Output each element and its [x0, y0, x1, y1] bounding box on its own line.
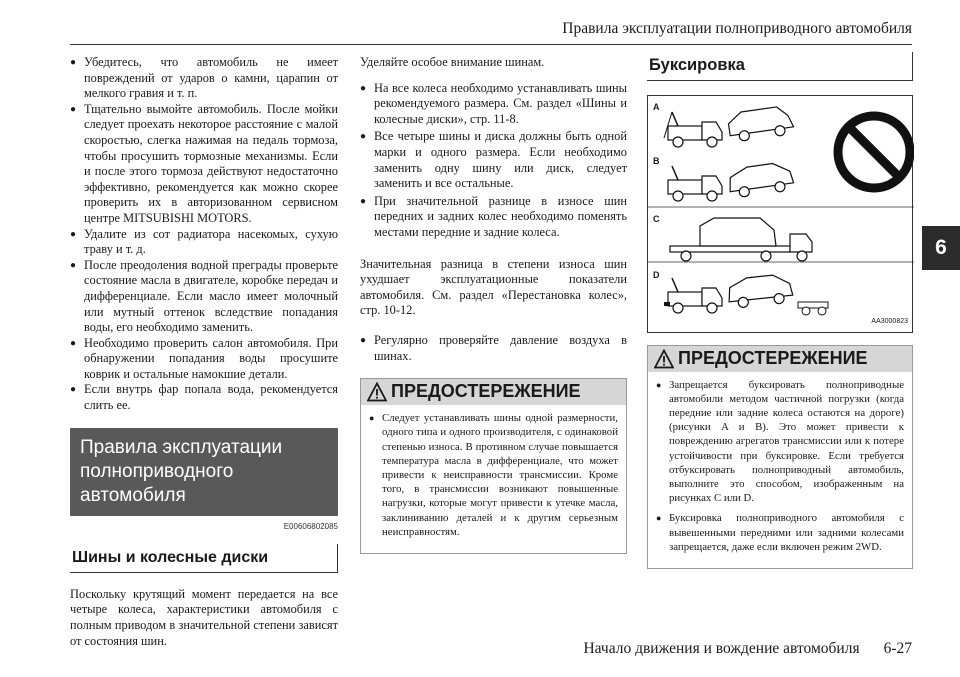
subsection-title-tires: Шины и колесные диски [70, 544, 338, 573]
tow-truck-icon [664, 112, 722, 147]
list-item: ● После преодоления водной преграды проверьте состояние масла в двигателе, коробке передач и дифференциале. Если масло имеет молочный или мутный оттенок вследствие попадания воды, его необходимо заменить. [70, 258, 338, 336]
figure-code: AA3000823 [871, 318, 908, 325]
warning-title: ПРЕДОСТЕРЕЖЕНИЕ [391, 381, 581, 402]
figure-label-c: C [653, 213, 660, 224]
section-title: Правила эксплуатации полноприводного автомобиля [70, 428, 338, 516]
towing-figure [647, 95, 913, 333]
bullet-list [70, 55, 338, 414]
figure-label-b: B [653, 155, 660, 166]
list-item: ● На все колеса необходимо устанавливать шины рекомендуемого размера. См. раздел «Шины и колесные диски», стр. 11-8. [360, 81, 627, 128]
intro-text: Уделяйте особое внимание шинам. [360, 55, 545, 69]
page-footer [583, 640, 912, 658]
list-item: ● Буксировка полноприводного автомобиля с вывешенными передними или задними колесами запрещается, даже если включен режим 2WD. [656, 511, 904, 554]
list-item: ● Регулярно проверяйте давление воздуха в шинах. [360, 333, 627, 364]
paragraph: Значительная разница в степени износа шин ухудшает эксплуатационные показатели автомобиля. См. раздел «Перестановка колес», стр. 10-12. [360, 256, 627, 318]
bullet-list [360, 81, 627, 241]
warning-header [648, 346, 912, 372]
list-item: ● При значительной разнице в износе шин передних и задних колес необходимо поменять местами передние и задние колеса. [360, 194, 627, 241]
warning-header [361, 379, 626, 405]
section-reference-code: E00606802085 [283, 521, 338, 531]
list-item: ● Запрещается буксировать полноприводные автомобили методом частичной погрузки (когда передние или задние колеса остаются на дороге) (рисунки A и B). Это может привести к повреждению агрегатов трансмиссии или к потере устойчивости при буксировке. Если требуется отбуксировать полноприводный автомобиль, выполните это способом, изображенным на рисунках C или D. [656, 378, 904, 506]
list-item: ● Тщательно вымойте автомобиль. После мойки следует проехать некоторое расстояние с малой скоростью, слегка нажимая на педаль тормоза, чтобы просушить тормозные механизмы. Если и после этого тормоза действуют недостаточно эффективно, рекомендуется как можно скорее проверить их в авторизованном сервисном центре MITSUBISHI MOTORS. [70, 102, 338, 227]
warning-triangle-icon [367, 382, 387, 402]
towing-illustration [648, 96, 914, 332]
column-left [70, 55, 338, 649]
warning-box [360, 378, 627, 554]
prohibition-sign-icon [838, 116, 910, 188]
chapter-tab[interactable]: 6 [922, 226, 960, 270]
list-item: ● Необходимо проверить салон автомобиля. При обнаружении попадания воды просушите коврик и остальные намокшие детали. [70, 336, 338, 383]
warning-box [647, 345, 913, 569]
list-item: ● Убедитесь, что автомобиль не имеет повреждений от ударов о камни, царапин от мелкого гравия и т. п. [70, 55, 338, 102]
figure-label-d: D [653, 269, 660, 280]
header-rule [70, 44, 912, 45]
footer-section: Начало движения и вождение автомобиля [583, 640, 860, 657]
list-item: ● Удалите из сот радиатора насекомых, сухую траву и т. д. [70, 227, 338, 258]
page-header-title: Правила эксплуатации полноприводного автомобиля [562, 20, 912, 37]
page-number: 6-27 [883, 640, 912, 657]
list-item: ● Следует устанавливать шины одной размерности, одного типа и одного производителя, с одинаковой степенью износа. В противном случае повышается температура масла в дифференциале, что может привести к неисправности трансмиссии. Кроме того, в трансмиссии возникают повышенные нагрузки, которые могут привести к утечке масла, заклиниванию деталей и к другим серьезным неисправностям. [369, 411, 618, 539]
warning-body [648, 372, 912, 568]
paragraph: Поскольку крутящий момент передается на все четыре колеса, характеристики автомобиля с полным приводом в значительной степени зависят от состояния шин. [70, 586, 338, 648]
column-middle [360, 55, 627, 554]
column-right [647, 55, 913, 569]
figure-label-a: A [653, 101, 660, 112]
warning-triangle-icon [654, 349, 674, 369]
list-item: ● Все четыре шины и диска должны быть одной марки и одного размера. Если необходимо заменить одну шину или диск, следует заменить и все остальные. [360, 129, 627, 191]
warning-body [361, 405, 626, 553]
warning-title: ПРЕДОСТЕРЕЖЕНИЕ [678, 347, 868, 368]
subsection-title-towing: Буксировка [647, 52, 913, 81]
bullet-list [360, 333, 627, 364]
list-item: ● Если внутрь фар попала вода, рекомендуется слить ее. [70, 382, 338, 413]
